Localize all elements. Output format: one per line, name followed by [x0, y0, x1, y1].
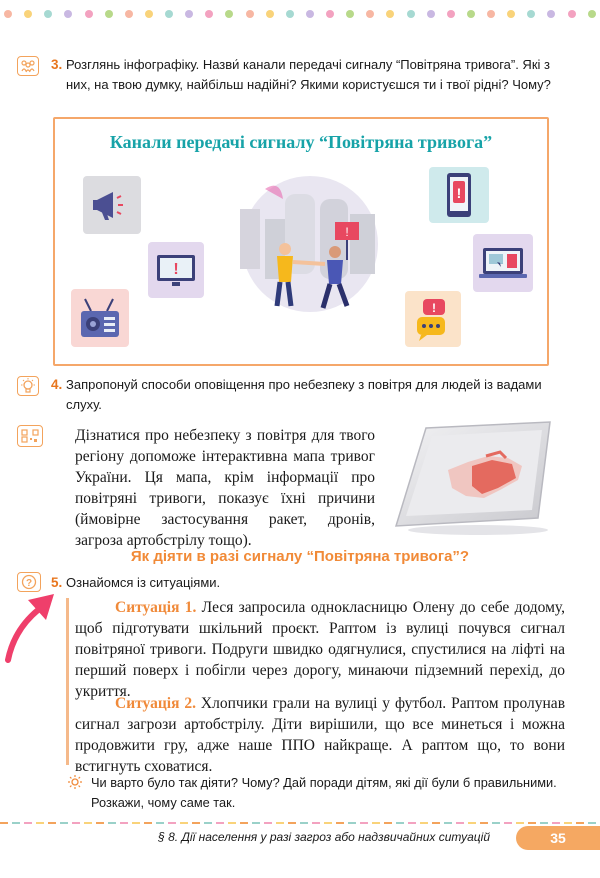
footer-dash: [396, 822, 404, 824]
decorative-dot: [64, 10, 72, 18]
radio-icon: [71, 289, 129, 347]
footer-dash: [300, 822, 308, 824]
decorative-dot: [326, 10, 334, 18]
decorative-dot: [185, 10, 193, 18]
decorative-dot: [105, 10, 113, 18]
megaphone-card: [83, 176, 141, 234]
decorative-dot: [306, 10, 314, 18]
footer-dash: [24, 822, 32, 824]
footer-dash: [144, 822, 152, 824]
footer-dash: [180, 822, 188, 824]
section-heading: Як діяти в разі сигналу “Повітряна тривога”?: [130, 548, 470, 565]
decorative-dots-row: [0, 10, 600, 22]
group-work-icon: [17, 56, 39, 76]
situation-2-text: Хлопчики грали на вулиці у футбол. Раптом пролунав сигнал загрози артобстрілу. Діти вирішили, що все минеться і можна продовжити гру, адже наше ППО найкраще. А раптом що, то вони встигнуть сховатися.: [75, 695, 566, 775]
decorative-dot: [447, 10, 455, 18]
laptop-alert-icon: [473, 234, 533, 292]
decorative-dot: [44, 10, 52, 18]
svg-text:!: !: [173, 261, 179, 278]
footer-dash: [12, 822, 20, 824]
footer-dash: [168, 822, 176, 824]
decorative-dot: [366, 10, 374, 18]
footer-dash: [60, 822, 68, 824]
phone-alert-icon: [429, 167, 489, 223]
footer-dash: [432, 822, 440, 824]
footer-dash: [264, 822, 272, 824]
phone-alert-card: [429, 167, 489, 223]
situation-2-label: Ситуація 2.: [115, 695, 196, 712]
situation-2: [75, 693, 565, 777]
footer-dash: [360, 822, 368, 824]
decorative-dot: [467, 10, 475, 18]
footer-dash: [408, 822, 416, 824]
footer-dash: [372, 822, 380, 824]
task-3-text: Розглянь інфографіку. Назви́ канали передачі сигналу “Повітряна тривога”. Які з них, на твою думку, найбільш надійні? Якими користуєшся ти і твої рідні? Чому?: [66, 57, 551, 92]
footer-dash: [588, 822, 596, 824]
situation-1: [75, 597, 565, 702]
footer-dash: [492, 822, 500, 824]
decorative-dot: [507, 10, 515, 18]
footer-dash: [384, 822, 392, 824]
footer-dash: [84, 822, 92, 824]
decorative-dot: [427, 10, 435, 18]
lightbulb-icon: [17, 376, 39, 396]
decorative-dot: [487, 10, 495, 18]
decorative-dot: [165, 10, 173, 18]
footer-dash: [336, 822, 344, 824]
decorative-dot: [225, 10, 233, 18]
infographic-title: Канали передачі сигналу “Повітряна тривога”: [109, 132, 493, 152]
footer-dash: [528, 822, 536, 824]
question-icon: [17, 572, 41, 592]
footer-dash: [312, 822, 320, 824]
footer-dash: [276, 822, 284, 824]
footer-dash: [552, 822, 560, 824]
megaphone-icon: [83, 176, 141, 234]
decorative-dot: [145, 10, 153, 18]
footer-dash: [420, 822, 428, 824]
page-number: 35: [516, 826, 600, 850]
footer-dash: [456, 822, 464, 824]
chat-bubbles-card: [405, 291, 461, 347]
footer-dash: [36, 822, 44, 824]
footer-dash: [0, 822, 8, 824]
decorative-dot: [205, 10, 213, 18]
decorative-dot: [346, 10, 354, 18]
footer-dashed-line: [0, 821, 600, 825]
svg-text:!: !: [345, 225, 349, 239]
qr-code-icon: [17, 425, 43, 447]
footer-dash: [576, 822, 584, 824]
situation-bar: [66, 598, 69, 765]
task-4-text: Запропонуй способи оповіщення про небезпеку з повітря для людей із вадами слуху.: [66, 377, 542, 412]
footer-dash: [288, 822, 296, 824]
footer-dash: [252, 822, 260, 824]
footer-dash: [108, 822, 116, 824]
radio-card: [71, 289, 129, 347]
tv-card: [148, 242, 204, 298]
footer-dash: [156, 822, 164, 824]
footer-dash: [204, 822, 212, 824]
tablet-map-image: [388, 418, 558, 538]
footer-dash: [564, 822, 572, 824]
footer-dash: [216, 822, 224, 824]
task-4-number: 4.: [51, 377, 63, 392]
svg-text:?: ?: [25, 578, 33, 589]
laptop-alert-card: [473, 234, 533, 292]
decorative-dot: [527, 10, 535, 18]
svg-text:!: !: [456, 185, 462, 201]
task-5-number: 5.: [51, 575, 63, 590]
footer-dash: [96, 822, 104, 824]
decorative-dot: [4, 10, 12, 18]
footer-dash: [480, 822, 488, 824]
footer-dash: [132, 822, 140, 824]
task-3-number: 3.: [51, 57, 63, 72]
question-text: Чи варто було так діяти? Чому? Дай поради дітям, які дії були б правильними. Розкажи, чому саме так.: [91, 775, 557, 810]
decorative-dot: [85, 10, 93, 18]
situation-1-label: Ситуація 1.: [115, 599, 197, 616]
footer-dash: [540, 822, 548, 824]
pointer-arrow-icon: [2, 590, 62, 664]
footer-dash: [516, 822, 524, 824]
decorative-dot: [568, 10, 576, 18]
sun-icon: [68, 775, 82, 789]
decorative-dot: [125, 10, 133, 18]
task-5-text: Ознайомся із ситуаціями.: [66, 575, 221, 590]
decorative-dot: [588, 10, 596, 18]
footer-dash: [228, 822, 236, 824]
decorative-dot: [547, 10, 555, 18]
decorative-dot: [407, 10, 415, 18]
info-paragraph: Дізнатися про небезпеку з повітря для твого регіону допоможе інтерактивна мапа тривог України. Ця мапа, крім інформації про повітряні тривоги, показує їхні причини (ймовірне застосування ракет, дронів, загроза артобстрілу тощо).: [75, 427, 375, 549]
footer-text: § 8. Дії населення у разі загроз або надзвичайних ситуацій: [158, 830, 490, 844]
decorative-dot: [24, 10, 32, 18]
footer-dash: [72, 822, 80, 824]
infographic: [53, 117, 549, 366]
footer-dash: [504, 822, 512, 824]
footer-dash: [48, 822, 56, 824]
decorative-dot: [286, 10, 294, 18]
decorative-dot: [266, 10, 274, 18]
situation-1-text: Леся запросила однокласницю Олену до себе додому, щоб підготувати шкільний проєкт. Раптом із вулиці почувся сигнал повітряної тривоги. Подруги швидко одягнулися, спустилися на ліфті на перший поверх і побігли через дорогу, минаючи підземний перехід, до укриття.: [75, 599, 566, 700]
footer-dash: [444, 822, 452, 824]
svg-text:!: !: [432, 301, 436, 315]
protest-illustration: [225, 174, 395, 314]
footer-dash: [324, 822, 332, 824]
tv-icon: [148, 242, 204, 298]
footer-dash: [192, 822, 200, 824]
footer-dash: [240, 822, 248, 824]
footer-dash: [348, 822, 356, 824]
decorative-dot: [386, 10, 394, 18]
footer-dash: [468, 822, 476, 824]
decorative-dot: [246, 10, 254, 18]
chat-bubbles-icon: [405, 291, 461, 347]
footer-dash: [120, 822, 128, 824]
